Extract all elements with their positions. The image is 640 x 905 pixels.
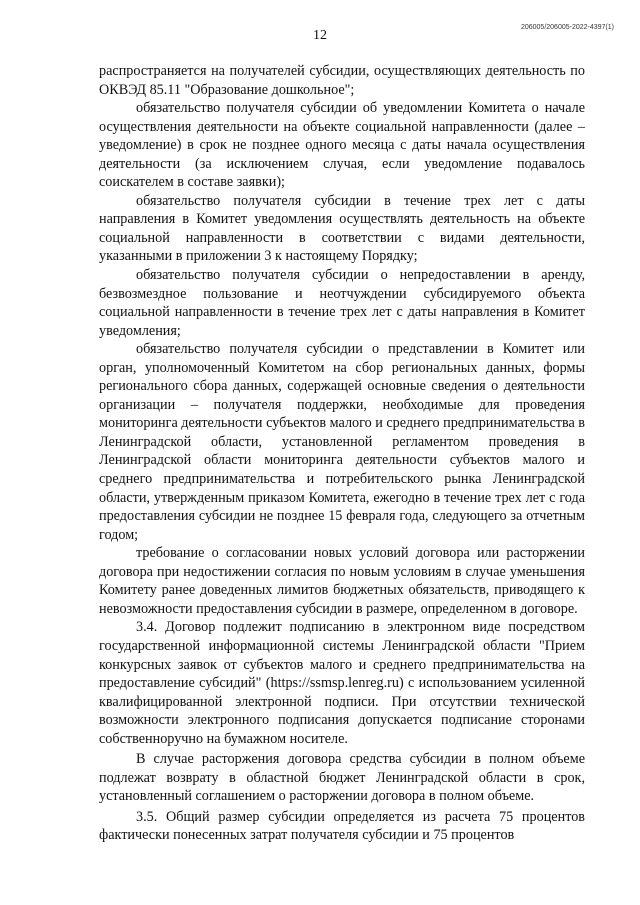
paragraph: требование о согласовании новых условий договора или расторжении договора при недостижении согласия по новым условиям в случае уменьшения Комитету ранее доведенных лимитов бюджетных обязательств, приводящего к невозможности предоставления субсидии в размере, определенном в договоре. bbox=[99, 545, 585, 617]
page-number: 12 bbox=[313, 28, 327, 43]
document-id: 206005/206005-2022-4397(1) bbox=[520, 24, 614, 31]
paragraph: 3.4. Договор подлежит подписанию в электронном виде посредством государственной информационной системы Ленинградской области "Прием конкурсных заявок от субъектов малого и среднего предпринимательства на предоставление субсидий" (https://ssmsp.lenreg.ru) с использованием усиленной квалифицированной электронной подписи. При отсутствии технической возможности электронного подписания допускается подписание сторонами собственноручно на бумажном носителе. bbox=[99, 619, 585, 747]
paragraph: обязательство получателя субсидии об уведомлении Комитета о начале осуществления деятельности на объекте социальной направленности (далее – уведомление) в срок не позднее одного месяца с даты начала осуществления деятельности (за исключением случая, если уведомление подавалось соискателем в составе заявки); bbox=[99, 100, 585, 191]
paragraph: распространяется на получателей субсидии, осуществляющих деятельность по ОКВЭД 85.11 "Образование дошкольное"; bbox=[99, 63, 585, 98]
paragraph: 3.5. Общий размер субсидии определяется из расчета 75 процентов фактически понесенных затрат получателя субсидии и 75 процентов bbox=[99, 808, 585, 844]
paragraph: обязательство получателя субсидии о представлении в Комитет или орган, уполномоченный Комитетом на сбор региональных данных, формы регионального сбора данных, содержащей основные сведения о деятельности организации – получателя поддержки, необходимые для проведения мониторинга деятельности субъектов малого и среднего предпринимательства в Ленинградской области, установленной регламентом проведения в Ленинградской области мониторинга деятельности субъектов малого и среднего предпринимательства и потребительского рынка Ленинградской области, утвержденным приказом Комитета, ежегодно в течение трех лет с года предоставления субсидии не позднее 15 февраля года, следующего за отчетным годом; bbox=[99, 341, 585, 543]
paragraph: обязательство получателя субсидии в течение трех лет с даты направления в Комитет уведомления осуществлять деятельность на объекте социальной направленности в соответствии с видами деятельности, указанными в приложении 3 к настоящему Порядку; bbox=[99, 192, 585, 265]
document-body bbox=[99, 62, 585, 845]
paragraph: В случае расторжения договора средства субсидии в полном объеме подлежат возврату в областной бюджет Ленинградской области в срок, установленный соглашением о расторжении договора в полном объеме. bbox=[99, 751, 585, 805]
paragraph: обязательство получателя субсидии о непредоставлении в аренду, безвозмездное пользование и неотчуждении субсидируемого объекта социальной направленности в течение трех лет с даты направления в Комитет уведомления; bbox=[99, 267, 585, 339]
